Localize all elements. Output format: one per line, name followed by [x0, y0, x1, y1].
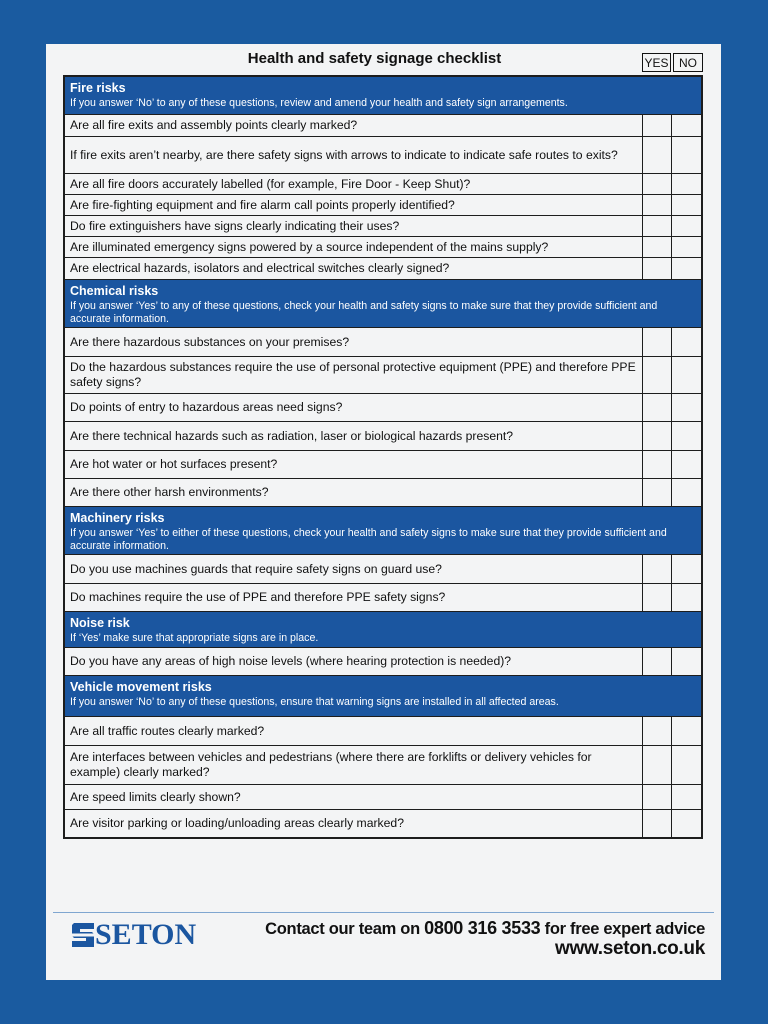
section-instructions: If you answer ‘No’ to any of these questions, review and amend your health and safety sign arrangements. — [70, 97, 568, 109]
question-text: Are hot water or hot surfaces present? — [70, 457, 278, 471]
question-text: Do fire extinguishers have signs clearly indicating their uses? — [70, 218, 400, 233]
checklist-row — [65, 216, 701, 237]
yes-checkbox[interactable] — [642, 357, 672, 393]
logo-wordmark: SETON — [95, 918, 197, 951]
no-checkbox[interactable] — [671, 810, 701, 837]
contact-pre: Contact our team on — [265, 920, 425, 938]
no-checkbox[interactable] — [671, 451, 701, 478]
yes-checkbox[interactable] — [642, 115, 672, 136]
section-header — [65, 507, 701, 555]
no-checkbox[interactable] — [671, 195, 701, 215]
no-checkbox[interactable] — [671, 216, 701, 236]
yes-checkbox[interactable] — [642, 174, 672, 194]
yes-column-header: YES — [642, 53, 671, 72]
question-text: Are speed limits clearly shown? — [70, 789, 241, 804]
checklist-row — [65, 479, 701, 507]
checklist-row — [65, 785, 701, 810]
checklist-row — [65, 258, 701, 280]
question-text: If fire exits aren’t nearby, are there safety signs with arrows to indicate to indicate safe routes to exits? — [70, 147, 618, 162]
section-title: Chemical risks — [70, 284, 159, 298]
checklist-row — [65, 328, 701, 357]
question-text: Are there hazardous substances on your premises? — [70, 334, 350, 349]
no-checkbox[interactable] — [671, 479, 701, 506]
no-checkbox[interactable] — [671, 258, 701, 279]
section-title: Fire risks — [70, 81, 126, 95]
checklist-row — [65, 555, 701, 584]
footer-divider — [53, 912, 714, 913]
question-text: Are fire-fighting equipment and fire alarm call points properly identified? — [70, 197, 455, 212]
yes-checkbox[interactable] — [642, 216, 672, 236]
yes-checkbox[interactable] — [642, 584, 672, 611]
phone-number[interactable]: 0800 316 3533 — [424, 918, 541, 938]
section-header — [65, 77, 701, 115]
question-text: Are there technical hazards such as radiation, laser or biological hazards present? — [70, 428, 514, 443]
no-checkbox[interactable] — [671, 785, 701, 809]
no-checkbox[interactable] — [671, 174, 701, 194]
yes-checkbox[interactable] — [642, 810, 672, 837]
section-instructions: If you answer ‘Yes’ to either of these questions, check your health and safety signs to make sure that they provide sufficient and accurate information. — [70, 527, 667, 552]
section-instructions: If ‘Yes’ make sure that appropriate signs are in place. — [70, 632, 319, 644]
section-header — [65, 280, 701, 328]
question-text: Do you have any areas of high noise levels (where hearing protection is needed)? — [70, 654, 512, 668]
section-title: Noise risk — [70, 616, 130, 630]
question-text: Are there other harsh environments? — [70, 485, 269, 499]
page-title: Health and safety signage checklist — [247, 50, 502, 67]
section-title: Vehicle movement risks — [70, 680, 212, 694]
seton-s-mark-icon — [70, 921, 96, 949]
checklist-row — [65, 717, 701, 746]
question-text: Are visitor parking or loading/unloading areas clearly marked? — [70, 816, 404, 830]
yes-checkbox[interactable] — [642, 422, 672, 450]
question-text: Are all fire exits and assembly points clearly marked? — [70, 118, 358, 132]
question-text: Do you use machines guards that require safety signs on guard use? — [70, 561, 442, 576]
question-text: Are interfaces between vehicles and pedestrians (where there are forklifts or delivery vehicles for example) clearly marked? — [70, 750, 592, 779]
question-text: Are illuminated emergency signs powered by a source independent of the mains supply? — [70, 239, 549, 254]
checklist-row — [65, 422, 701, 451]
question-text: Are all fire doors accurately labelled (for example, Fire Door - Keep Shut)? — [70, 176, 471, 191]
no-checkbox[interactable] — [671, 137, 701, 173]
section-instructions: If you answer ‘No’ to any of these questions, ensure that warning signs are installed in all affected areas. — [70, 696, 559, 708]
no-checkbox[interactable] — [671, 237, 701, 257]
yes-checkbox[interactable] — [642, 195, 672, 215]
checklist-row — [65, 137, 701, 174]
checklist-row — [65, 584, 701, 612]
contact-block — [265, 918, 705, 960]
checklist-row — [65, 451, 701, 479]
yes-checkbox[interactable] — [642, 555, 672, 583]
yes-checkbox[interactable] — [642, 479, 672, 506]
checklist-row — [65, 357, 701, 394]
yes-checkbox[interactable] — [642, 785, 672, 809]
checklist-row — [65, 746, 701, 785]
yes-checkbox[interactable] — [642, 717, 672, 745]
yes-checkbox[interactable] — [642, 648, 672, 675]
checklist-row — [65, 237, 701, 258]
question-text: Do machines require the use of PPE and therefore PPE safety signs? — [70, 590, 446, 604]
checklist-row — [65, 115, 701, 137]
section-title: Machinery risks — [70, 511, 165, 525]
yes-checkbox[interactable] — [642, 394, 672, 421]
question-text: Do points of entry to hazardous areas need signs? — [70, 400, 343, 414]
no-checkbox[interactable] — [671, 394, 701, 421]
section-instructions: If you answer ‘Yes’ to any of these questions, check your health and safety signs to make sure that they provide sufficient and accurate information. — [70, 300, 658, 325]
no-checkbox[interactable] — [671, 717, 701, 745]
yes-checkbox[interactable] — [642, 237, 672, 257]
no-checkbox[interactable] — [671, 115, 701, 136]
contact-post: for free expert advice — [540, 920, 705, 938]
checklist-row — [65, 195, 701, 216]
seton-logo — [70, 918, 196, 952]
section-header — [65, 612, 701, 648]
checklist-row — [65, 174, 701, 195]
checklist-table — [63, 75, 703, 839]
no-checkbox[interactable] — [671, 746, 701, 784]
question-text: Do the hazardous substances require the use of personal protective equipment (PPE) and therefore PPE safety signs? — [70, 360, 636, 389]
yes-checkbox[interactable] — [642, 137, 672, 173]
website-link[interactable]: www.seton.co.uk — [555, 938, 705, 959]
no-checkbox[interactable] — [671, 357, 701, 393]
yes-checkbox[interactable] — [642, 746, 672, 784]
yes-checkbox[interactable] — [642, 328, 672, 356]
checklist-row — [65, 648, 701, 676]
no-column-header: NO — [673, 53, 703, 72]
no-checkbox[interactable] — [671, 328, 701, 356]
no-checkbox[interactable] — [671, 648, 701, 675]
question-text: Are electrical hazards, isolators and electrical switches clearly signed? — [70, 261, 450, 275]
checklist-row — [65, 810, 701, 838]
yes-checkbox[interactable] — [642, 451, 672, 478]
question-text: Are all traffic routes clearly marked? — [70, 723, 265, 738]
no-checkbox[interactable] — [671, 584, 701, 611]
checklist-row — [65, 394, 701, 422]
yes-checkbox[interactable] — [642, 258, 672, 279]
section-header — [65, 676, 701, 717]
no-checkbox[interactable] — [671, 422, 701, 450]
contact-line — [265, 918, 705, 939]
no-checkbox[interactable] — [671, 555, 701, 583]
